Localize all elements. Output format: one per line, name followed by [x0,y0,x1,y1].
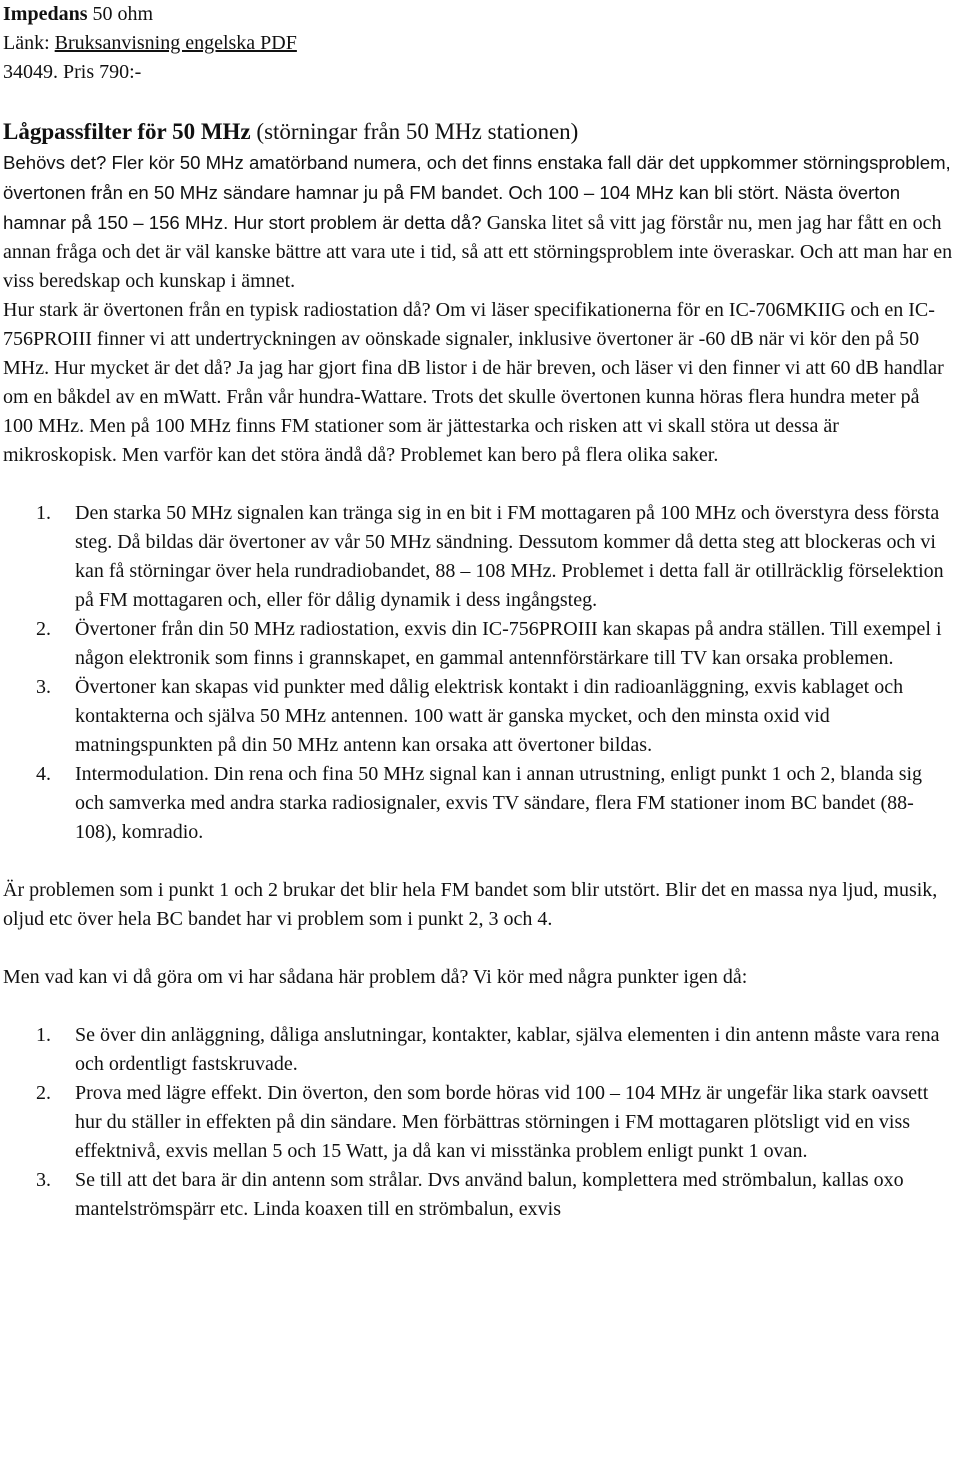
spacer [3,934,954,963]
intro-text-c: Ganska litet så vitt jag förstår nu, men jag har fått en och annan fråga och det är väl kanske bättre att vara ute i tid, så att ett störningsproblem inte överaskar. Och att man har en viss beredskap och kunskap i ämnet. [3,212,953,292]
list-number: 2. [36,618,51,640]
impedance-value: 50 ohm [87,3,154,25]
harmonic-paragraph: Hur stark är övertonen från en typisk radiostation då? Om vi läser specifikationerna för en IC-706MKIIG och en IC-756PROIII finner vi att undertryckningen av oönskade signaler, inklusive övertoner är -60 dB när vi kör den på 50 MHz. Hur mycket är det då? Ja jag har gjort fina dB listor i de här breven, och läser vi den finner vi att 60 dB handlar om en båkdel av en mWatt. Från vår hundra-Wattare. Trots det skulle övertonen kunna höras flera hundra meter på 100 MHz. Men på 100 MHz finns FM stationer som är jättestarka och risken att vi skall störa ut dessa är mikroskopisk. Men varför kan det störa ändå då? Problemet kan bero på flera olika saker. [3,299,944,466]
actions-list [3,1021,954,1224]
section-heading [3,116,954,148]
list-text: Se till att det bara är din antenn som strålar. Dvs använd balun, komplettera med strömbalun, kallas oxo mantelströmspärr etc. Linda koaxen till en strömbalun, exvis [75,1169,904,1220]
list-text: Övertoner kan skapas vid punkter med dålig elektrisk kontakt i din radioanläggning, exvis kablaget och kontakterna och själva 50 MHz antennen. 100 watt är ganska mycket, och den minsta oxid vid matningspunkten på din 50 MHz antenn kan orsaka att övertoner bildas. [75,676,904,756]
section-heading-bold: Lågpassfilter för 50 MHz [3,119,251,144]
list-number: 3. [36,1169,51,1191]
list-item [3,1166,954,1224]
spacer [3,470,954,499]
list-item [3,673,954,760]
impedance-label: Impedans [3,3,88,25]
list-text: Se över din anläggning, dåliga anslutningar, kontakter, kablar, själva elementen i din antenn måste vara rena och ordentligt fastskruvade. [75,1024,940,1075]
list-item [3,499,954,615]
list-item [3,1021,954,1079]
list-number: 3. [36,676,51,698]
list-item [3,1079,954,1166]
remedy-intro-paragraph: Men vad kan vi då göra om vi har sådana här problem då? Vi kör med några punkter igen då: [3,966,748,988]
list-number: 4. [36,763,51,785]
list-item [3,760,954,847]
intro-text-a: Behövs det? Fler kör 50 MHz amatörband numera, och det finns enstaka fall där det uppkommer störningsproblem, övertonen från en 50 MHz sändare hamnar ju på FM bandet. Och 100 – 104 MHz kan bli stört. Nästa överton hamnar på 150 – 156 MHz. [3,152,951,233]
list-text: Den starka 50 MHz signalen kan tränga sig in en bit i FM mottagaren på 100 MHz och överstyra dess första steg. Då bildas där övertoner av vår 50 MHz sändning. Dessutom kommer då detta steg att blockeras och vi kan få störningar över hela rundradiobandet, 88 – 108 MHz. Problemet i detta fall är otillräcklig förselektion på FM mottagaren och, eller för dålig dynamik i dess ingångsteg. [75,502,944,611]
price-line: 34049. Pris 790:- [3,61,142,83]
list-text: Intermodulation. Din rena och fina 50 MHz signal kan i annan utrustning, enligt punkt 1 och 2, blanda sig och samverka med andra starka radiosignaler, exvis TV sändare, flera FM stationer inom BC bandet (88-108), komradio. [75,763,923,843]
link-line [3,29,954,58]
intro-paragraph [3,148,954,296]
list-number: 1. [36,502,51,524]
section-heading-rest: (störningar från 50 MHz stationen) [250,119,579,144]
spacer [3,992,954,1021]
list-text: Övertoner från din 50 MHz radiostation, exvis din IC-756PROIII kan skapas på andra ställen. Till exempel i någon elektronik som finns i grannskapet, en gammal antennförstärkare till TV kan orsaka problemen. [75,618,942,669]
list-number: 2. [36,1082,51,1104]
problem-paragraph: Är problemen som i punkt 1 och 2 brukar det blir hela FM bandet som blir utstört. Blir det en massa nya ljud, musik, oljud etc över hela BC bandet har vi problem som i punkt 2, 3 och 4. [3,879,938,930]
manual-pdf-link[interactable]: Bruksanvisning engelska PDF [54,32,297,54]
spacer [3,87,954,116]
list-number: 1. [36,1024,51,1046]
causes-list [3,499,954,847]
list-text: Prova med lägre effekt. Din överton, den som borde höras vid 100 – 104 MHz är ungefär lika stark oavsett hur du ställer in effekten på din sändare. Men förbättras störningen i FM mottagaren plötsligt vid en viss effektnivå, exvis mellan 5 och 15 Watt, ja då kan vi misstänka problem enligt punkt 1 ovan. [75,1082,929,1162]
impedance-line [3,0,954,29]
link-prefix: Länk: [3,32,55,54]
list-item [3,615,954,673]
intro-question: Hur stort problem är detta då? [228,212,487,233]
spacer [3,847,954,876]
